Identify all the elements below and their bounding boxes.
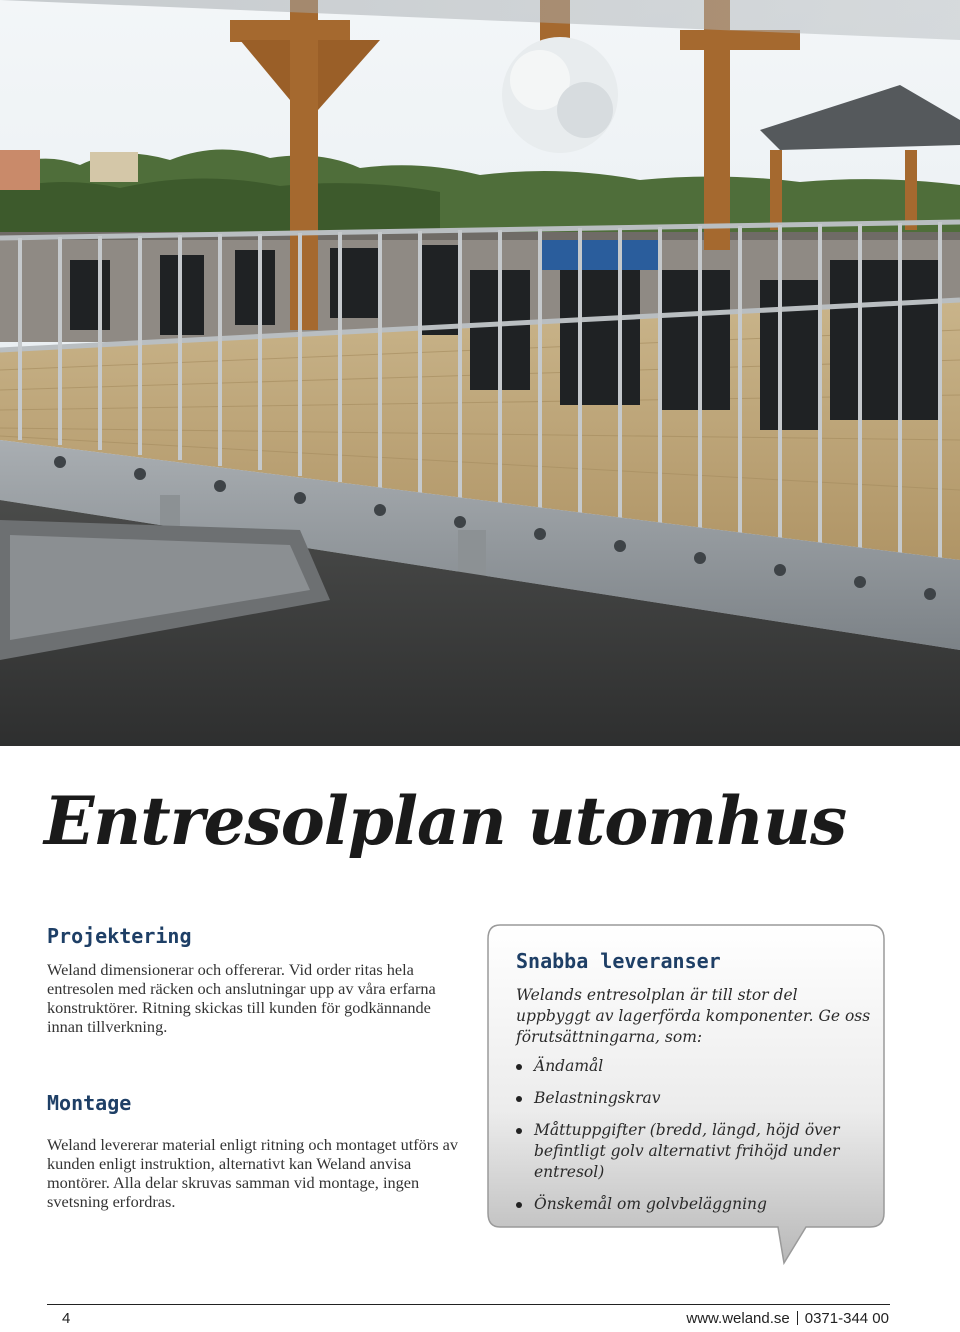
list-item-text: Önskemål om golvbeläggning [534,1195,767,1213]
montage-text: Weland levererar material enligt ritning och montaget utförs av kunden enligt instruktion, alternativt kan Weland anvisa montörer. Alla delar skruvas samman vid montage, ingen svetsning erfordras. [47,1135,458,1211]
snabba-intro: Welands entresolplan är till stor del uppbyggt av lagerförda komponenter. Ge oss förutsättningarna, som: [516,986,871,1046]
list-item [516,1088,876,1109]
projektering-section [47,924,467,1036]
bullet-icon [516,1128,522,1134]
projektering-text: Weland dimensionerar och offererar. Vid order ritas hela entresolen med räcken och anslutningar upp av våra erfarna konstruktörer. Ritning skickas till kunden för godkännande innan tillverkning. [47,960,436,1036]
snabba-heading: Snabba leveranser [516,949,721,973]
phone-number: 0371-344 00 [804,1310,889,1327]
list-item [516,1194,876,1215]
snabba-leveranser-callout [486,923,886,1271]
page-number: 4 [62,1310,71,1327]
requirements-list [516,1056,876,1215]
list-item-text: Måttuppgifter (bredd, längd, höjd över befintligt golv alternativt frihöjd under entresol) [534,1121,840,1181]
list-item-text: Belastningskrav [534,1089,661,1107]
bullet-icon [516,1064,522,1070]
bullet-icon [516,1096,522,1102]
page-title: Entresolplan utomhus [44,782,847,860]
footer-contact [686,1310,889,1327]
list-item [516,1056,876,1077]
list-item [516,1120,876,1183]
list-item-text: Ändamål [534,1057,604,1075]
bullet-icon [516,1202,522,1208]
projektering-heading: Projektering [47,924,192,948]
montage-section [47,1091,467,1211]
website-link[interactable]: www.weland.se [686,1310,790,1327]
footer-divider [47,1304,890,1305]
montage-heading: Montage [47,1091,132,1115]
footer-separator [797,1311,798,1325]
